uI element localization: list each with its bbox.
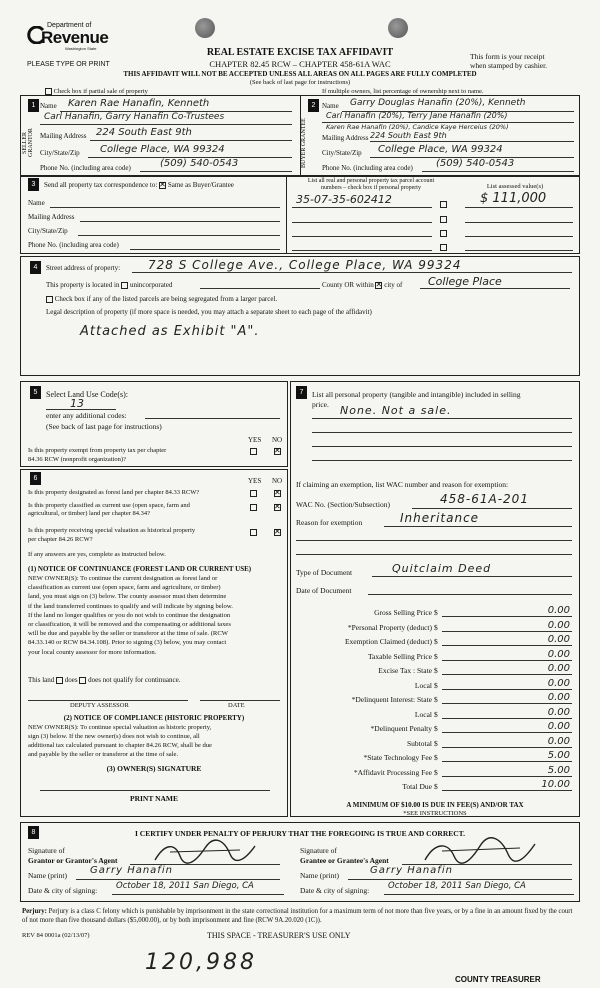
- receipt-2: when stamped by cashier.: [470, 61, 548, 70]
- calc-line: [442, 689, 572, 690]
- notice1-line: If the land no longer qualifies or you do not wish to continue the designation: [28, 611, 231, 619]
- form-chapter: CHAPTER 82.45 RCW – CHAPTER 458-61A WAC: [209, 59, 391, 69]
- pp-checkbox-1[interactable]: [440, 200, 447, 208]
- calc-value[interactable]: 0.00: [547, 706, 570, 718]
- handwritten-number: 120,988: [145, 950, 257, 975]
- calc-dollar: $: [434, 738, 438, 748]
- sec5-yes: YES: [248, 436, 262, 444]
- parcel-line-3: [292, 236, 432, 237]
- wac-label: WAC No. (Section/Subsection): [296, 500, 390, 509]
- grantee-sig-of: Signature of: [300, 846, 337, 855]
- segregated-checkbox[interactable]: [46, 296, 53, 303]
- perjury-bold: Perjury:: [22, 908, 47, 915]
- grantor-agent-label: Grantor or Grantor's Agent: [28, 856, 118, 865]
- notice1-line: your local county assessor for more information.: [28, 648, 157, 656]
- calc-label: Local: [414, 709, 432, 719]
- seller-mail-label: Mailing Address: [40, 132, 87, 140]
- doc-date-line[interactable]: [368, 594, 572, 595]
- calc-value[interactable]: 0.00: [547, 648, 570, 660]
- reason-line: [384, 526, 572, 527]
- exempt-q2: 84.36 RCW (nonprofit organization)?: [28, 456, 126, 463]
- does-label: does: [64, 676, 78, 684]
- buyer-name-2[interactable]: Carl Hanafin (20%), Terry Jane Hanafin (20%): [326, 111, 508, 120]
- deputy-label: DEPUTY ASSESSOR: [70, 702, 129, 709]
- street-label: Street address of property:: [46, 264, 121, 272]
- notice1-title: (1) NOTICE OF CONTINUANCE (FOREST LAND OR CURRENT USE): [28, 565, 252, 573]
- calc-label: *Personal Property (deduct): [347, 622, 432, 632]
- calc-line: [442, 776, 572, 777]
- calc-line: [442, 703, 572, 704]
- current-use-no-checkbox[interactable]: [274, 503, 281, 511]
- grantor-name-line: [76, 879, 280, 880]
- calc-label: *Delinquent Interest: State: [351, 695, 432, 704]
- calc-label: Taxable Selling Price: [367, 651, 432, 661]
- type-or-print: PLEASE TYPE OR PRINT: [27, 61, 110, 68]
- this-land-label: This land: [28, 676, 55, 684]
- exempt-claim-label: If claiming an exemption, list WAC number and reason for exemption:: [296, 480, 509, 489]
- calc-value[interactable]: 0.00: [547, 663, 570, 674]
- sec5-see-back: (See back of last page for instructions): [46, 422, 162, 431]
- historic-no-checkbox[interactable]: [274, 528, 281, 536]
- grantor-date-label: Date & city of signing:: [28, 886, 98, 895]
- legal-description[interactable]: Attached as Exhibit "A".: [80, 324, 260, 339]
- calc-dollar: $: [434, 724, 438, 733]
- calc-label: Gross Selling Price: [374, 608, 432, 617]
- county-line[interactable]: [200, 288, 320, 289]
- logo-text: Revenue: [41, 28, 109, 47]
- pp-value[interactable]: None. Not a sale.: [340, 404, 452, 417]
- sec6-yes: YES: [248, 477, 262, 485]
- buyer-phone-line: [422, 171, 574, 172]
- see-back: (See back of last page for instructions): [249, 79, 351, 86]
- seller-mail[interactable]: 224 South East 9th: [96, 127, 192, 138]
- does-checkbox[interactable]: [56, 677, 63, 684]
- certify-statement: I CERTIFY UNDER PENALTY OF PERJURY THAT THE FOREGOING IS TRUE AND CORRECT.: [134, 829, 465, 838]
- pp-list-1: List all personal property (tangible and intangible) included in selling: [312, 390, 521, 399]
- pp-line-4: [312, 460, 572, 461]
- calc-dollar: $: [434, 622, 438, 632]
- exempt-yes-checkbox[interactable]: [250, 447, 257, 455]
- notice2-line: and payable by the seller or transferor at the time of sale.: [28, 751, 179, 758]
- partial-sale-label: Check box if partial sale of property: [53, 88, 148, 95]
- grantee-name-label: Name (print): [300, 871, 339, 880]
- notice1-line: 84.33.140 or RCW 84.34.108). Prior to signing (3) below, you may contact: [28, 639, 227, 647]
- sec3-phone-label: Phone No. (including area code): [28, 241, 119, 249]
- calc-line: [442, 645, 572, 646]
- pp-line-2: [312, 432, 572, 433]
- section-2-badge: 2: [308, 99, 319, 112]
- city-of-label: city of: [384, 281, 403, 289]
- calc-value[interactable]: 5.00: [547, 764, 570, 776]
- buyer-mail-label: Mailing Address: [322, 134, 369, 142]
- form-title: REAL ESTATE EXCISE TAX AFFIDAVIT: [206, 47, 394, 58]
- notice2-line: additional tax calculated pursuant to chapter 84.26 RCW, shall be due: [28, 742, 212, 749]
- owner-signature-label: (3) OWNER(S) SIGNATURE: [106, 764, 202, 773]
- grantee-date-label: Date & city of signing:: [300, 886, 370, 895]
- same-as-buyer-checkbox[interactable]: [159, 182, 166, 189]
- forest-yes-checkbox[interactable]: [250, 489, 257, 497]
- buyer-name-3[interactable]: Karen Rae Hanafin (20%), Candice Kaye Herceius (20%): [326, 123, 509, 131]
- sec3-city-label: City/State/Zip: [28, 227, 68, 235]
- qualify-label: qualify for continuance.: [113, 676, 181, 684]
- deputy-line[interactable]: [28, 700, 188, 701]
- calc-value[interactable]: 5.00: [547, 750, 570, 761]
- county-or-label: County OR within: [322, 281, 374, 289]
- calc-dollar: $: [434, 782, 438, 791]
- receipt-1: This form is your receipt: [470, 52, 545, 61]
- multi-owners-note: If multiple owners, list percentage of ownership next to name.: [322, 88, 484, 95]
- section-4-badge: 4: [30, 261, 41, 274]
- grantor-date-line: [112, 894, 284, 895]
- pp-line-1: [312, 418, 572, 419]
- notice1-line: will be due and payable by the seller or transferor at the time of sale. (RCW: [28, 630, 228, 638]
- rev-number: REV 84 0001a (02/13/07): [22, 932, 90, 939]
- seller-phone-label: Phone No. (including area code): [40, 164, 131, 172]
- sec3-phone-line[interactable]: [130, 249, 280, 250]
- calc-label: Excise Tax : State: [378, 666, 432, 675]
- notice1-line: or classification, it will be removed and the compensating or additional taxes: [28, 621, 231, 629]
- pp-list-2: price.: [312, 400, 329, 409]
- notice2-body: [28, 723, 284, 759]
- calc-label: Subtotal: [406, 738, 432, 748]
- doc-type-label: Type of Document: [296, 568, 353, 577]
- sec3-name-line[interactable]: [50, 207, 280, 208]
- perjury-statement: [22, 907, 578, 925]
- land-use-label: Select Land Use Code(s):: [46, 390, 128, 399]
- assessed-line-4: [465, 250, 573, 251]
- current-use-q2: agricultural, or timber) land per chapter 84.34?: [28, 510, 151, 517]
- notice2-title: (2) NOTICE OF COMPLIANCE (HISTORIC PROPERTY): [63, 714, 245, 722]
- calc-value[interactable]: 0.00: [547, 619, 570, 631]
- calc-dollar: $: [434, 680, 438, 690]
- forest-no-checkbox[interactable]: [274, 489, 281, 497]
- historic-yes-checkbox[interactable]: [250, 528, 257, 536]
- calc-dollar: $: [434, 666, 438, 675]
- seller-name-2[interactable]: Carl Hanafin, Garry Hanafin Co-Trustees: [44, 112, 225, 122]
- section-7-badge: 7: [296, 386, 307, 399]
- notice2-line: sign (3) below. If the new owner(s) does not wish to continue, all: [28, 733, 200, 740]
- buyer-mail-line: [370, 141, 574, 142]
- reason-label: Reason for exemption: [296, 518, 363, 527]
- street-line: [132, 272, 572, 273]
- sec3-mail-line[interactable]: [80, 221, 280, 222]
- buyer-phone-label: Phone No. (including area code): [322, 164, 413, 172]
- calc-value[interactable]: 0.00: [547, 735, 570, 747]
- calc-dollar: $: [434, 637, 438, 646]
- reason-line-2: [296, 540, 572, 541]
- buyer-city[interactable]: College Place, WA 99324: [378, 144, 503, 155]
- treasurer-use: THIS SPACE - TREASURER'S USE ONLY: [207, 931, 351, 940]
- wac-line: [412, 508, 572, 509]
- seller-city[interactable]: College Place, WA 99324: [100, 144, 225, 155]
- forest-q: Is this property designated as forest land per chapter 84.33 RCW?: [28, 489, 200, 496]
- land-use-code[interactable]: 13: [70, 397, 84, 410]
- calc-line: [442, 761, 572, 762]
- buyer-city-label: City/State/Zip: [322, 149, 362, 157]
- calc-value[interactable]: 0.00: [547, 634, 570, 645]
- pp-line-3: [312, 446, 572, 447]
- seller-name-label: Name: [40, 102, 57, 110]
- seller-city-label: City/State/Zip: [40, 149, 80, 157]
- city-of-checkbox[interactable]: [375, 282, 382, 289]
- seller-mail-line: [90, 140, 292, 141]
- see-instructions: *SEE INSTRUCTIONS: [403, 810, 467, 817]
- street-address[interactable]: 728 S College Ave., College Place, WA 99324: [148, 258, 462, 272]
- reason-line-3: [296, 554, 572, 555]
- assessed-value[interactable]: $ 111,000: [480, 191, 547, 206]
- property-city[interactable]: College Place: [428, 275, 502, 288]
- exemption-reason[interactable]: Inheritance: [400, 511, 480, 525]
- notice1-line: land, you must sign on (3) below. The county assessor must then determine: [28, 593, 227, 601]
- calc-value[interactable]: 0.00: [547, 692, 570, 703]
- calc-dollar: $: [434, 608, 438, 617]
- partial-sale-checkbox[interactable]: [45, 88, 52, 95]
- seller-name-line-2: [40, 124, 292, 125]
- notice1-line: if the land transferred continues to qualify and will indicate by signing below.: [28, 602, 233, 610]
- print-name-label: PRINT NAME: [130, 794, 178, 803]
- calc-line: [442, 660, 572, 661]
- calc-value[interactable]: 0.00: [547, 677, 570, 689]
- calc-label: Total Due: [402, 782, 432, 791]
- calc-line: [442, 732, 572, 733]
- parcel-header-2: numbers – check box if personal property: [321, 185, 421, 191]
- calc-value[interactable]: 0.00: [547, 721, 570, 732]
- section-3-badge: 3: [28, 178, 39, 191]
- current-use-yes-checkbox[interactable]: [250, 503, 257, 511]
- sec3-mail-label: Mailing Address: [28, 213, 75, 221]
- grantee-date-city[interactable]: October 18, 2011 San Diego, CA: [388, 881, 526, 891]
- sec3-city-line[interactable]: [78, 235, 280, 236]
- grantee-print-name[interactable]: Garry Hanafin: [370, 865, 453, 876]
- logo-state: Washington State: [65, 46, 97, 51]
- calc-dollar: $: [434, 695, 438, 704]
- calc-dollar: $: [434, 709, 438, 719]
- wac-number[interactable]: 458-61A-201: [440, 492, 529, 506]
- notice1-body: [28, 574, 284, 657]
- historic-q1: Is this property receiving special valuation as historical property: [28, 527, 196, 534]
- unincorporated-label: unincorporated: [129, 281, 173, 289]
- pp-checkbox-2[interactable]: [440, 215, 447, 223]
- additional-codes-line[interactable]: [145, 418, 280, 419]
- calc-dollar: $: [434, 753, 438, 762]
- segregated-row: [46, 295, 277, 303]
- notice1-line: NEW OWNER(S): To continue the current designation as forest land or: [28, 575, 218, 582]
- grantor-signature: [150, 838, 260, 866]
- partial-sale: [45, 88, 148, 95]
- buyer-side-label: BUYER GRANTEE: [301, 118, 307, 168]
- doc-type-line: [372, 576, 572, 577]
- historic-q2: per chapter 84.26 RCW?: [28, 536, 93, 543]
- calc-value[interactable]: 0.00: [547, 605, 570, 616]
- calc-value[interactable]: 10.00: [541, 779, 570, 790]
- pp-checkbox-4[interactable]: [440, 243, 447, 251]
- segregated-label: Check box if any of the listed parcels are being segregated from a larger parcel.: [54, 295, 278, 303]
- does-not-checkbox[interactable]: [79, 677, 86, 684]
- county-treasurer: COUNTY TREASURER: [455, 975, 541, 984]
- if-yes-note: If any answers are yes, complete as instructed below.: [28, 551, 166, 558]
- grantor-name-label: Name (print): [28, 871, 67, 880]
- assessed-line-2: [465, 222, 573, 223]
- same-as-buyer-label: Same as Buyer/Grantee: [167, 181, 234, 189]
- continuance-row: [28, 676, 180, 684]
- deputy-date-label: DATE: [228, 702, 245, 709]
- assessed-header: List assessed value(s): [486, 183, 544, 190]
- seller-phone[interactable]: (509) 540-0543: [160, 158, 239, 169]
- calc-label: Exemption Claimed (deduct): [344, 637, 432, 646]
- calc-line: [442, 718, 572, 719]
- punch-hole-left: [195, 18, 215, 38]
- exempt-no-checkbox[interactable]: [274, 447, 281, 455]
- pp-checkbox-3[interactable]: [440, 229, 447, 237]
- additional-codes-label: enter any additional codes:: [46, 411, 127, 420]
- logo-dept: Department of: [47, 22, 92, 29]
- parcel-line-1: [292, 207, 432, 208]
- perjury-text: Perjury is a class C felony which is punishable by imprisonment in the state correctional institution for a maximum term of not more than five years, or by a fine in an amount fixed by the court of not more than five thousand dollars ($5,000.00), or by both imprisonment and fine (RCW 9A.20.020 (1C)).: [22, 908, 573, 924]
- calc-line: [442, 674, 572, 675]
- calc-label: *Delinquent Penalty: [370, 724, 432, 733]
- grantor-sig-of: Signature of: [28, 846, 65, 855]
- notice2-line: NEW OWNER(S): To continue special valuation as historic property,: [28, 724, 212, 731]
- buyer-name-label: Name: [322, 102, 339, 110]
- located-row: [46, 281, 172, 289]
- calc-line: [442, 747, 572, 748]
- grantee-name-line: [348, 879, 572, 880]
- deputy-date-line[interactable]: [200, 700, 280, 701]
- owner-signature-line[interactable]: [40, 790, 270, 791]
- calc-line: [442, 616, 572, 617]
- minimum-due: A MINIMUM OF $10.00 IS DUE IN FEE(S) AND/OR TAX: [346, 801, 524, 809]
- correspondence: [44, 181, 234, 189]
- calc-dollar: $: [434, 767, 438, 777]
- sec6-no: NO: [272, 477, 283, 485]
- within-row: [322, 281, 402, 289]
- send-label: Send all property tax correspondence to:: [44, 181, 158, 189]
- parcel-header-1: List all real and personal property tax parcel account: [307, 178, 435, 184]
- parcel-line-4: [292, 250, 432, 251]
- city-line: [420, 288, 570, 289]
- calc-label: *Affidavit Processing Fee: [353, 767, 432, 777]
- calc-line: [442, 790, 572, 791]
- calc-line: [442, 631, 572, 632]
- seller-phone-line: [140, 171, 292, 172]
- parcel-line-2: [292, 222, 432, 223]
- current-use-q1: Is this property classified as current use (open space, farm and: [28, 502, 190, 509]
- doc-type[interactable]: Quitclaim Deed: [392, 562, 492, 575]
- exempt-q1: Is this property exempt from property tax per chapter: [28, 447, 167, 454]
- section-5-badge: 5: [30, 386, 41, 399]
- assessed-line-1: [465, 207, 573, 208]
- calc-dollar: $: [434, 651, 438, 661]
- seller-side-label: SELLER GRANTOR: [22, 128, 34, 158]
- section-6-badge: 6: [30, 472, 41, 485]
- grantor-print-name[interactable]: Garry Hanafin: [90, 865, 173, 876]
- sec3-name-label: Name: [28, 199, 45, 207]
- doc-date-label: Date of Document: [296, 586, 352, 595]
- buyer-name-1[interactable]: Garry Douglas Hanafin (20%), Kenneth: [350, 98, 526, 108]
- grantor-date-city[interactable]: October 18, 2011 San Diego, CA: [116, 881, 254, 891]
- grantee-date-line: [384, 894, 574, 895]
- assessed-line-3: [465, 236, 573, 237]
- section-4: [20, 256, 580, 376]
- parcel-number[interactable]: 35-07-35-602412: [296, 193, 392, 206]
- grantee-signature: [420, 836, 540, 866]
- buyer-phone[interactable]: (509) 540-0543: [436, 158, 515, 169]
- located-in-label: This property is located in: [46, 281, 120, 289]
- does-not-label: does not: [88, 676, 112, 684]
- form-warning: THIS AFFIDAVIT WILL NOT BE ACCEPTED UNLESS ALL AREAS ON ALL PAGES ARE FULLY COMPLETED: [123, 70, 477, 78]
- buyer-mail[interactable]: 224 South East 9th: [370, 131, 447, 140]
- notice1-line: classification as current use (open space, farm and agriculture, or timber): [28, 584, 221, 592]
- calc-label: Local: [414, 680, 432, 690]
- seller-name-1[interactable]: Karen Rae Hanafin, Kenneth: [68, 98, 210, 109]
- section-8-badge: 8: [28, 826, 39, 839]
- punch-hole-right: [388, 18, 408, 38]
- unincorporated-checkbox[interactable]: [121, 282, 128, 289]
- section-1-badge: 1: [28, 99, 39, 112]
- legal-label: Legal description of property (if more space is needed, you may attach a separate sheet to each page of the affidavit): [46, 308, 372, 316]
- grantee-agent-label: Grantee or Grantee's Agent: [300, 856, 389, 865]
- sec5-no: NO: [272, 436, 283, 444]
- calc-label: *State Technology Fee: [363, 753, 432, 762]
